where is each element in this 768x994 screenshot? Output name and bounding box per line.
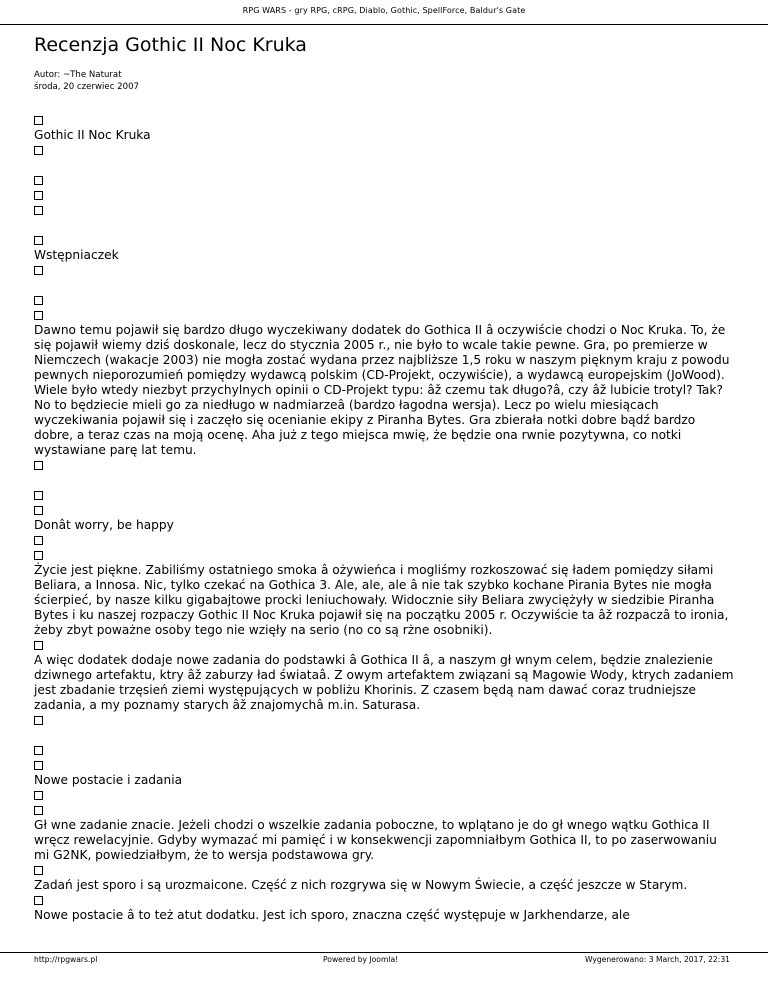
placeholder-glyph [34, 803, 734, 818]
placeholder-glyph [34, 638, 734, 653]
placeholder-glyph [34, 488, 734, 503]
placeholder-glyph [34, 758, 734, 773]
footer-powered-by: Powered by Joomla! [323, 955, 399, 964]
section-heading-intro: Wstępniaczek [34, 248, 119, 262]
article-title: Recenzja Gothic II Noc Kruka [34, 34, 307, 56]
article-body [34, 113, 734, 923]
placeholder-glyph [34, 503, 734, 518]
placeholder-glyph [34, 743, 734, 758]
placeholder-glyph [34, 173, 734, 188]
footer-generated-date: Wygenerowano: 3 March, 2017, 22:31 [584, 955, 730, 964]
placeholder-glyph [34, 788, 734, 803]
placeholder-glyph [34, 188, 734, 203]
game-name: Gothic II Noc Kruka [34, 128, 151, 142]
placeholder-glyph [34, 113, 734, 128]
site-title: RPG WARS - gry RPG, cRPG, Diablo, Gothic, SpellForce, Baldur's Gate [242, 6, 526, 15]
article-meta [34, 69, 139, 93]
paragraph-new-characters-2: Zadań jest sporo i są urozmaicone. Część z nich rozgrywa się w Nowym Świecie, a część jeszcze w Starym. [34, 878, 688, 892]
placeholder-glyph [34, 293, 734, 308]
article-author: Autor: ~The Naturat [34, 70, 122, 80]
placeholder-glyph [34, 458, 734, 473]
paragraph-dont-worry-1: Życie jest piękne. Zabiliśmy ostatniego smoka â ożywieńca i mogliśmy rozkoszować się ładem pomiędzy siłami Beliara, a Innosa. Nic, tylko czekać na Gothica 3. Ale, ale, ale â nie tak szybko kochane Pirania Bytes nie mogła ścierpieć, by nasze kilku gigabajtowe procki leniuchowały. Widocznie siły Beliara zwyciężyły w siedzibie Piranha Bytes i ku naszej rozpaczy Gothic II Noc Kruka pojawił się na początku 2005 r. Oczywiście ta âž rozpaczâ to ironia, żeby zbyt poważne osoby tego nie wzięły na serio (no co są rżne osobniki). [34, 563, 729, 637]
placeholder-glyph [34, 893, 734, 908]
section-heading-dont-worry: Donât worry, be happy [34, 518, 174, 532]
placeholder-glyph [34, 233, 734, 248]
placeholder-glyph [34, 308, 734, 323]
intro-paragraph: Dawno temu pojawił się bardzo długo wyczekiwany dodatek do Gothica II â oczywiście chodzi o Noc Kruka. To, że się pojawił wiemy dziś doskonale, lecz do stycznia 2005 r., nie było to wcale takie pewne. Gra, po premierze w Niemczech (wakacje 2003) nie mogła zostać wydana przez najbliższe 1,5 roku w naszym pięknym kraju z powodu pewnych nieporozumień pomiędzy wydawcą polskim (CD-Projekt, oczywiście), a wydawcą europejskim (JoWood). Wiele było wtedy niezbyt przychylnych opinii o CD-Projekt typu: âž czemu tak długo?â, czy âž lubicie trotyl? Tak? No to będziecie mieli go za niedługo w nadmiarzeâ (bardzo łagodna wersja). Lecz po wielu miesiącach wyczekiwania pojawił się i zaczęło się ocenianie ekipy z Piranha Bytes. Gra zbierała notki dobre bądź bardzo dobre, a teraz czas na moją ocenę. Aha już z tego miejsca mwię, że będzie ona rwnie pozytywna, co notki wystawiane parę lat temu. [34, 323, 730, 457]
placeholder-glyph [34, 533, 734, 548]
page-footer [0, 952, 768, 964]
page-header [0, 0, 768, 25]
placeholder-glyph [34, 263, 734, 278]
section-heading-new-characters: Nowe postacie i zadania [34, 773, 183, 787]
placeholder-glyph [34, 863, 734, 878]
placeholder-glyph [34, 143, 734, 158]
paragraph-dont-worry-2: A więc dodatek dodaje nowe zadania do podstawki â Gothica II â, a naszym gł wnym celem, będzie znalezienie dziwnego artefaktu, ktry âž zaburzy ład świataâ. Z owym artefaktem związani są Magowie Wody, ktrych zadaniem jest zbadanie trzęsień ziemi występujących w pobliżu Khorinis. Z czasem będą nam dawać coraz trudniejsze zadania, a my poznamy starych âž znajomychâ m.in. Saturasa. [34, 653, 734, 712]
article-date: środa, 20 czerwiec 2007 [34, 82, 140, 92]
footer-url-link[interactable]: http://rpgwars.pl [34, 955, 98, 964]
placeholder-glyph [34, 713, 734, 728]
placeholder-glyph [34, 548, 734, 563]
paragraph-new-characters-3: Nowe postacie â to też atut dodatku. Jest ich sporo, znaczna część występuje w Jarkhendarze, ale [34, 908, 630, 922]
placeholder-glyph [34, 203, 734, 218]
paragraph-new-characters-1: Gł wne zadanie znacie. Jeżeli chodzi o wszelkie zadania poboczne, to wplątano je do gł wnego wątku Gothica II wręcz rewelacyjnie. Gdyby wymazać mi pamięć i w konsekwencji zapomniałbym Gothica II, to po zaserwowaniu mi G2NK, powiedziałbym, że to wersja podstawowa gry. [34, 818, 717, 862]
